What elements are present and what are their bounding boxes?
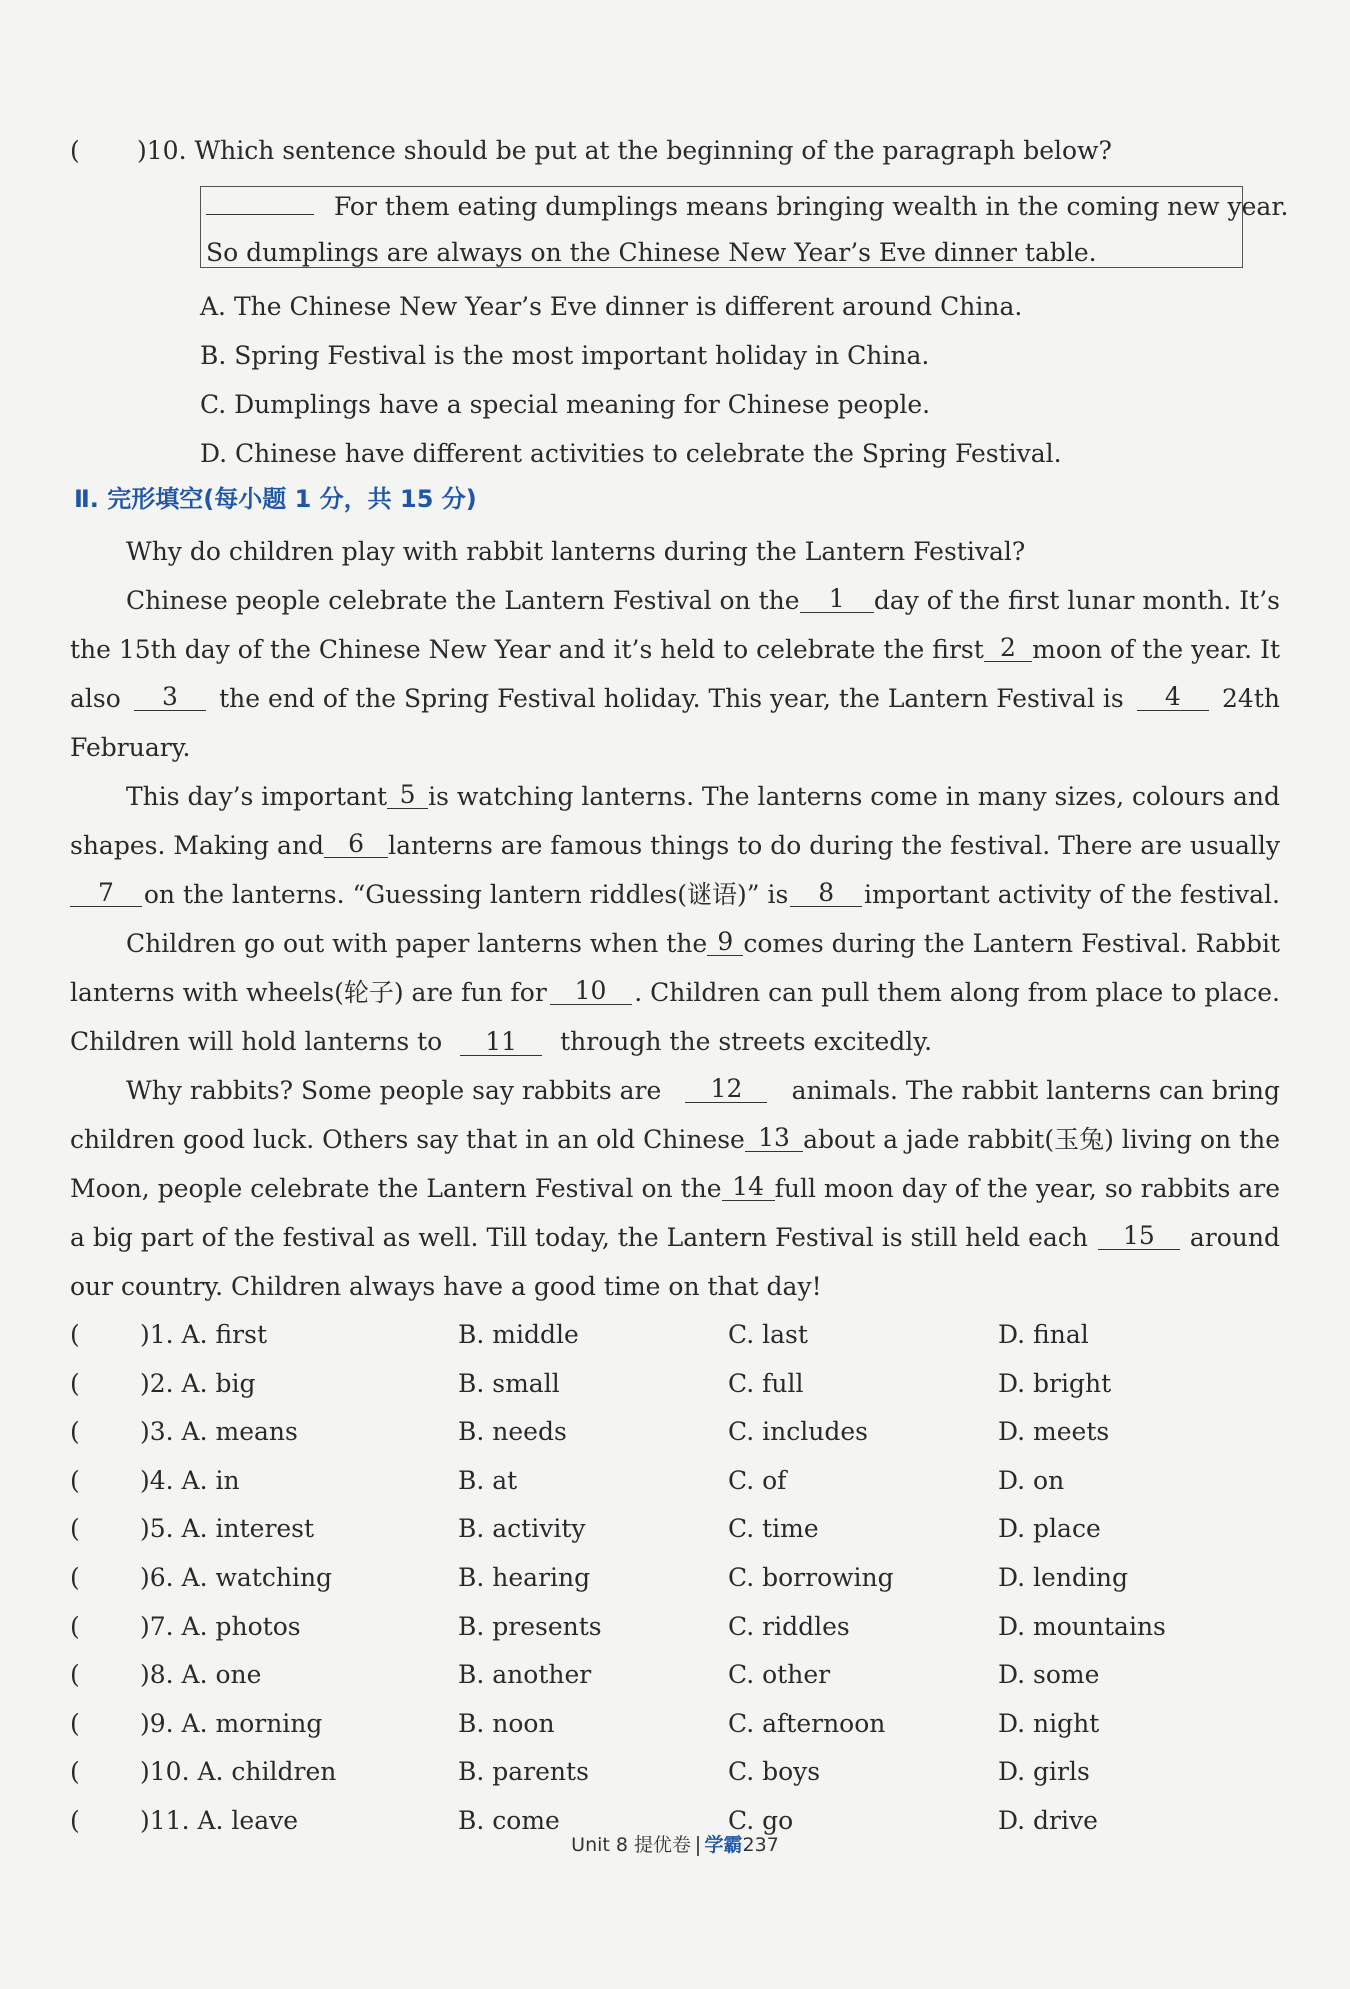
option-d[interactable]: D. night [998,1709,1100,1738]
option-d[interactable]: D. on [998,1466,1065,1495]
answer-paren[interactable]: ( [70,1709,80,1738]
q10-option-b[interactable]: B. Spring Festival is the most important holiday in China. [200,341,930,370]
option-b[interactable]: B. middle [458,1320,579,1349]
option-a[interactable]: )11. A. leave [140,1806,299,1835]
option-d[interactable]: D. final [998,1320,1089,1349]
passage-line: also 3 the end of the Spring Festival holiday. This year, the Lantern Festival is 4 24th [70,682,1280,713]
option-d[interactable]: D. bright [998,1369,1112,1398]
q10-option-c[interactable]: C. Dumplings have a special meaning for Chinese people. [200,390,931,419]
blank-8[interactable]: 8 [790,878,862,907]
section-heading: Ⅱ. 完形填空(每小题 1 分，共 15 分) [74,485,477,513]
passage-line: This day’s important 5 is watching lanterns. The lanterns come in many sizes, colours and [126,780,1280,811]
q10-option-a[interactable]: A. The Chinese New Year’s Eve dinner is different around China. [200,292,1023,321]
option-a[interactable]: )2. A. big [140,1369,256,1398]
passage-line: Moon, people celebrate the Lantern Festival on the 14 full moon day of the year, so rabbits are [70,1172,1280,1203]
option-b[interactable]: B. needs [458,1417,567,1446]
option-b[interactable]: B. noon [458,1709,555,1738]
option-c[interactable]: C. afternoon [728,1709,886,1738]
option-a[interactable]: )3. A. means [140,1417,298,1446]
passage-line: our country. Children always have a good time on that day! [70,1272,822,1301]
blank-15[interactable]: 15 [1098,1221,1180,1250]
q10-option-d[interactable]: D. Chinese have different activities to celebrate the Spring Festival. [200,439,1062,468]
q10-stem: )10. Which sentence should be put at the beginning of the paragraph below? [137,136,1112,165]
q10-box-line2: So dumplings are always on the Chinese New Year’s Eve dinner table. [206,238,1097,267]
passage-line: Chinese people celebrate the Lantern Festival on the 1 day of the first lunar month. It’s [126,584,1280,615]
option-b[interactable]: B. activity [458,1514,586,1543]
blank-12[interactable]: 12 [685,1074,767,1103]
blank-4[interactable]: 4 [1137,682,1209,711]
option-b[interactable]: B. another [458,1660,592,1689]
blank-7[interactable]: 7 [70,878,142,907]
blank-6[interactable]: 6 [324,829,388,858]
q10-box-blank[interactable] [206,186,314,215]
option-a[interactable]: )6. A. watching [140,1563,333,1592]
option-c[interactable]: C. includes [728,1417,868,1446]
option-b[interactable]: B. come [458,1806,560,1835]
answer-paren[interactable]: ( [70,1514,80,1543]
answer-paren[interactable]: ( [70,1417,80,1446]
option-c[interactable]: C. full [728,1369,804,1398]
option-c[interactable]: C. riddles [728,1612,850,1641]
option-d[interactable]: D. some [998,1660,1100,1689]
option-b[interactable]: B. hearing [458,1563,591,1592]
option-d[interactable]: D. lending [998,1563,1129,1592]
option-a[interactable]: )9. A. morning [140,1709,323,1738]
blank-14[interactable]: 14 [722,1172,775,1201]
answer-paren[interactable]: ( [70,1757,80,1786]
option-c[interactable]: C. go [728,1806,794,1835]
blank-9[interactable]: 9 [707,927,743,956]
passage-line: lanterns with wheels(轮子) are fun for 10 . Children can pull them along from place to place. [70,976,1280,1007]
blank-2[interactable]: 2 [984,633,1032,662]
footer-divider [697,1836,699,1856]
option-a[interactable]: )4. A. in [140,1466,240,1495]
option-c[interactable]: C. last [728,1320,808,1349]
blank-10[interactable]: 10 [550,976,632,1005]
q10-paren[interactable]: ( [70,136,80,165]
option-a[interactable]: )5. A. interest [140,1514,315,1543]
option-a[interactable]: )10. A. children [140,1757,337,1786]
blank-11[interactable]: 11 [460,1027,542,1056]
option-c[interactable]: C. of [728,1466,787,1495]
blank-5[interactable]: 5 [387,780,428,809]
passage-line: children good luck. Others say that in an old Chinese 13 about a jade rabbit(玉兔) living on the [70,1123,1280,1154]
passage-line: Why rabbits? Some people say rabbits are 12 animals. The rabbit lanterns can bring [126,1074,1280,1105]
passage-line: 7 on the lanterns. “Guessing lantern riddles(谜语)” is 8 important activity of the festival. [70,878,1280,912]
passage-line: February. [70,733,191,762]
blank-1[interactable]: 1 [800,584,874,613]
option-b[interactable]: B. presents [458,1612,602,1641]
blank-13[interactable]: 13 [745,1123,803,1152]
passage-line: the 15th day of the Chinese New Year and it’s held to celebrate the first 2 moon of the year. It [70,633,1280,664]
option-c[interactable]: C. boys [728,1757,821,1786]
option-c[interactable]: C. other [728,1660,831,1689]
option-d[interactable]: D. mountains [998,1612,1166,1641]
option-b[interactable]: B. parents [458,1757,589,1786]
passage-line: Children go out with paper lanterns when the 9 comes during the Lantern Festival. Rabbit [126,927,1280,958]
footer-brand: 学霸 [704,1834,743,1856]
blank-3[interactable]: 3 [134,682,206,711]
q10-box-line1: For them eating dumplings means bringing wealth in the coming new year. [206,186,1288,224]
option-d[interactable]: D. meets [998,1417,1110,1446]
passage-title: Why do children play with rabbit lanterns during the Lantern Festival? [126,537,1026,566]
passage-line: shapes. Making and 6 lanterns are famous things to do during the festival. There are usually [70,829,1280,860]
answer-paren[interactable]: ( [70,1369,80,1398]
option-c[interactable]: C. borrowing [728,1563,894,1592]
option-d[interactable]: D. drive [998,1806,1098,1835]
passage-line: Children will hold lanterns to 11 through the streets excitedly. [70,1027,933,1056]
answer-paren[interactable]: ( [70,1466,80,1495]
answer-paren[interactable]: ( [70,1320,80,1349]
option-b[interactable]: B. small [458,1369,560,1398]
passage-line: a big part of the festival as well. Till today, the Lantern Festival is still held each 15 around [70,1221,1280,1252]
answer-paren[interactable]: ( [70,1806,80,1835]
page-footer [0,1830,1350,1857]
page-number: 237 [742,1834,779,1856]
option-a[interactable]: )1. A. first [140,1320,268,1349]
option-b[interactable]: B. at [458,1466,518,1495]
option-a[interactable]: )8. A. one [140,1660,262,1689]
option-d[interactable]: D. girls [998,1757,1090,1786]
answer-paren[interactable]: ( [70,1660,80,1689]
option-c[interactable]: C. time [728,1514,819,1543]
footer-unit: Unit 8 提优卷 [571,1834,692,1856]
option-a[interactable]: )7. A. photos [140,1612,301,1641]
answer-paren[interactable]: ( [70,1612,80,1641]
option-d[interactable]: D. place [998,1514,1101,1543]
answer-paren[interactable]: ( [70,1563,80,1592]
